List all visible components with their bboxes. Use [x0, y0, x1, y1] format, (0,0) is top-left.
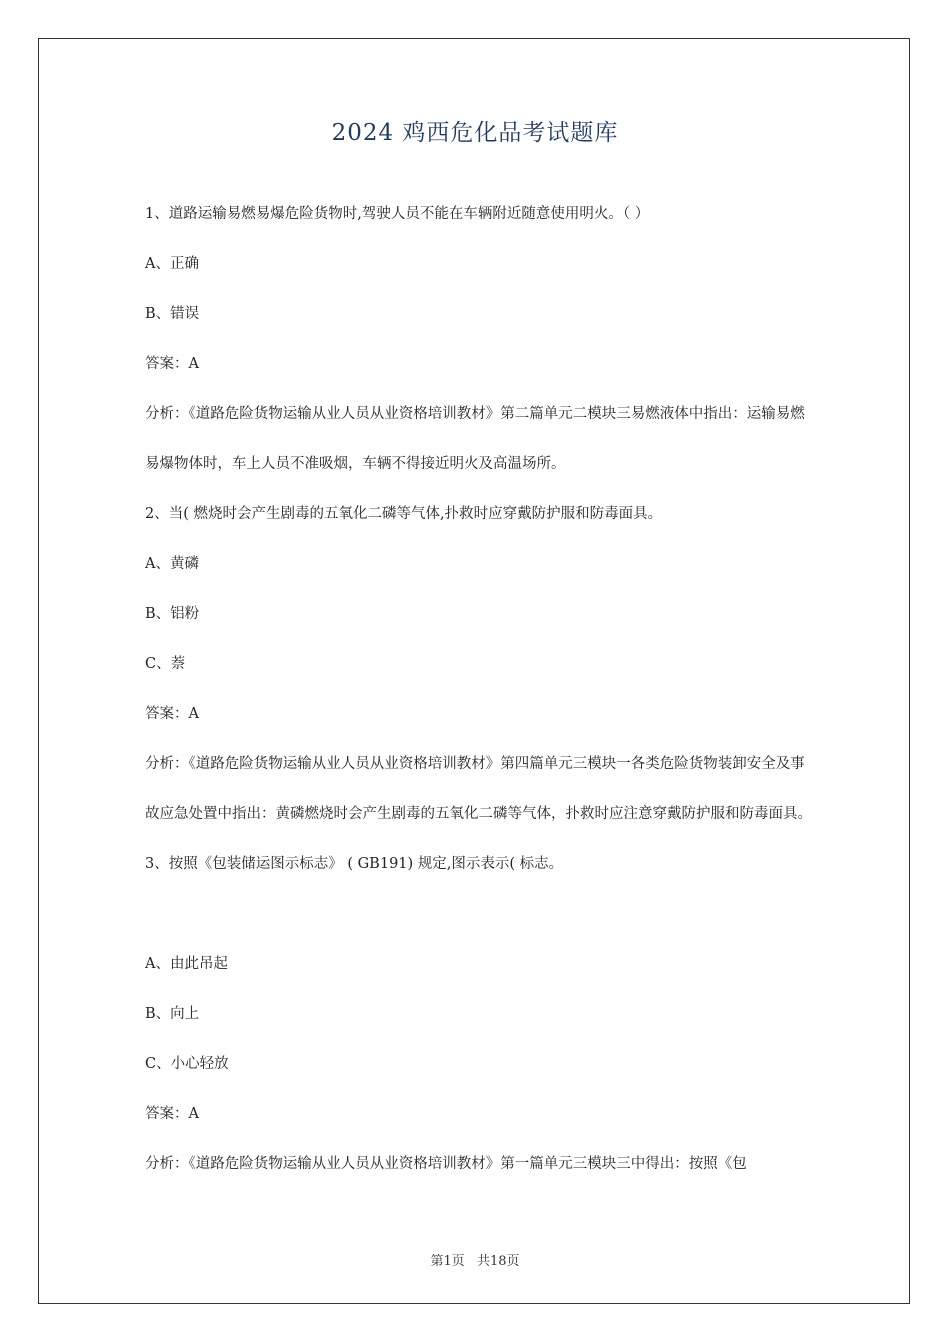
question-2-stem: 2、当( 燃烧时会产生剧毒的五氧化二磷等气体,扑救时应穿戴防护服和防毒面具。: [145, 506, 663, 522]
question-3-option-b: B、向上: [145, 1006, 200, 1022]
question-2-option-a: A、黄磷: [145, 556, 199, 572]
question-3-option-c: C、小心轻放: [145, 1056, 229, 1072]
document-body: [145, 200, 815, 1200]
question-2-option-c: C、萘: [145, 656, 186, 672]
question-1-analysis: 分析：《道路危险货物运输从业人员从业资格培训教材》第二篇单元二模块三易燃液体中指出：运输易燃易爆物体时，车上人员不准吸烟，车辆不得接近明火及高温场所。: [145, 406, 805, 472]
question-1-answer: 答案：A: [145, 356, 199, 372]
question-3-answer: 答案：A: [145, 1106, 199, 1122]
question-2-answer: 答案：A: [145, 706, 199, 722]
question-2-option-b: B、铝粉: [145, 606, 200, 622]
question-3-analysis: 分析：《道路危险货物运输从业人员从业资格培训教材》第一篇单元三模块三中得出：按照《包: [145, 1156, 747, 1172]
question-3-stem: 3、按照《包装储运图示标志》 ( GB191) 规定,图示表示( 标志。: [145, 856, 564, 872]
page-number: 第1页: [430, 1254, 465, 1269]
page-total: 共18页: [476, 1254, 520, 1269]
page-footer: [0, 1250, 950, 1269]
question-3-option-a: A、由此吊起: [145, 956, 228, 972]
question-1-stem: 1、道路运输易燃易爆危险货物时,驾驶人员不能在车辆附近随意使用明火。（ ）: [145, 206, 650, 222]
question-2-analysis: 分析：《道路危险货物运输从业人员从业资格培训教材》第四篇单元三模块一各类危险货物装卸安全及事故应急处置中指出：黄磷燃烧时会产生剧毒的五氧化二磷等气体，扑救时应注意穿戴防护服和防毒面具。: [145, 756, 812, 822]
question-1-option-b: B、错误: [145, 306, 200, 322]
question-1-option-a: A、正确: [145, 256, 199, 272]
document-title: 2024 鸡西危化品考试题库: [331, 120, 619, 146]
question-3-figure-area: [145, 900, 815, 950]
